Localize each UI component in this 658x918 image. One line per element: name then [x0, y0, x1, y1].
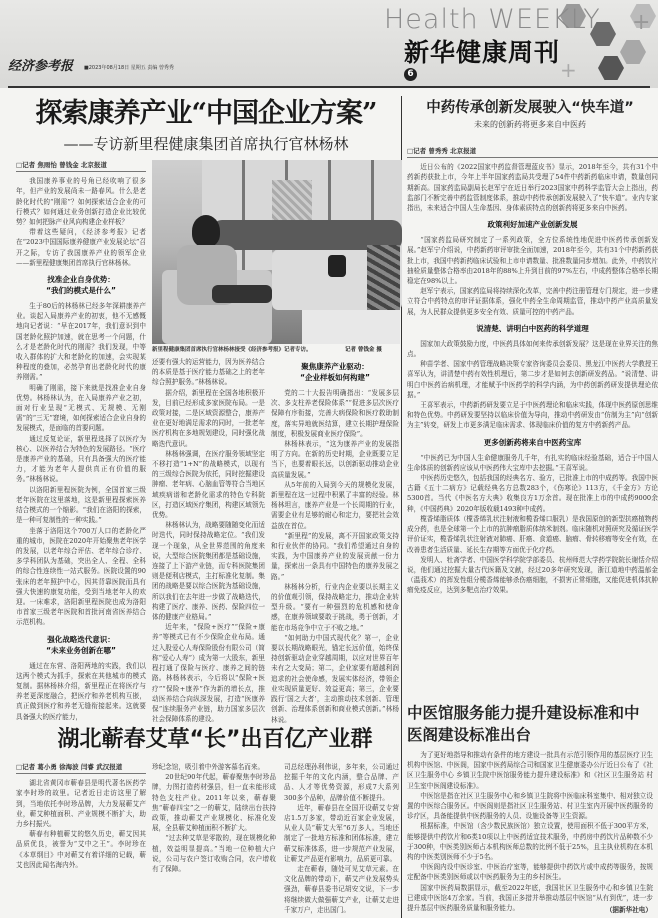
paragraph: 坐落于洛阳这个700万人口的老龄化严重的城市，医院在2020年开始聚焦老年医学的发展，以老年综合评估、老年综合诊疗、多学科团队为基础，突出全人、全程、全科的综合性连续性一站式服务。医院设置的90张床的老年照护中心，因其背靠医院而具有强大快速的康复功能，受到当地老年人的欢迎。一床难求，洛阳新里程医院也成为洛阳市首家三级老年医院和首批河南省医养结合示范机构。 — [16, 526, 146, 627]
byline: □记者 焦雨怡 曾钱金 北京报道 — [16, 160, 146, 172]
interview-photo — [152, 160, 400, 344]
paragraph: 近日公布的《2022国家中药监督管理蓝皮书》显示，2018年至今，共有31个中药新药获批上市，今年上半年国家药监局共受理了54件中药新药临床申请，数量创同期新高。国家药监局副局长赵军宁在近日举行2023国家中药科学监管大会上指出，药监部门不断完善中药监管制度体系，推动中药传承创新发展驶入了“快车道”。业内专家指出，未来适合中国人生命基因、身体素质特点的创新药将更多来自中医药。 — [407, 163, 658, 213]
paragraph: 中医馆是指在社区卫生服务中心和乡镇卫生院将中医临床科室集中、相对独立设置的中医综合服务区。中医阁则是指社区卫生服务站、村卫生室内开展中医药服务的诊疗区，具备能提供中医药服务的人员、设施设备等卫生资源。 — [407, 791, 653, 821]
subheading: 强化战略迭代意识： “未来业务创新在哪” — [46, 634, 116, 655]
main-middle-column-a — [152, 357, 265, 724]
paragraph: “中医药已为中国人生命健康服务几千年，有扎实的临床经验基础，适合于中国人生命体质的创新药应该从中医药伟大宝库中去挖掘。”王喜军说。 — [407, 453, 658, 472]
paragraph: 还要有强大的运营能力，因为医养结合的本质是基于医疗能力基础之上的老年综合照护服务。”林杨林说。 — [152, 358, 265, 387]
photo-caption: 新里程健康集团首席执行官林杨林接受《经济参考报》记者专访。 — [152, 347, 312, 353]
paragraph: 20世纪90年代起，蕲春聚焦李时珍品牌，力图打造药材强县，但一直未能形成特色支柱产业。2011年以来，蕲春聚焦“蕲春四宝”之一的蕲艾，陆续出台扶持政策，推动蕲艾产业规模化、标准化发展，全县蕲艾种植面积不断扩大。 — [152, 773, 276, 833]
bottom-column-2 — [152, 762, 276, 918]
paragraph: 为了更好地指导和推动有条件的地方建设一批具有示范引领作用的基层医疗卫生机构中医馆、中医阁，国家中医药局综合司和国家卫生健康委办公厅近日公布了《社区卫生服务中心 乡镇卫生院中医馆服务能力提升建设标准》和《社区卫生服务站 村卫生室中医阁建设标准》。 — [407, 751, 653, 790]
paragraph: 通过在东营、洛阳两地的实践，我们以这两个模式为抓手，探索在其他城市的模式复制。据林杨林介绍，新里程正在将医疗与养老更深度融合，把医疗和养老机构互嵌，真正做到医疗和养老无缝衔接起来。这就要具备强大的医疗能力， — [16, 661, 146, 721]
paragraph: “国家药监局研究制定了一系列政策，全方位系统性地促进中医药传承创新发展。”赵军宁介绍说，中药新药审评审批全面加速，2018年至今，共有31个中药新药获批上市，我国中药新药临床试验和上市申请数量、批准数量同步增加。此外，中药饮片抽检质量整体合格率由2018年的88%上升到目前的97%左右，中成药整体合格率长期稳定在98%以上。 — [407, 236, 658, 286]
paragraph: 中医药历史悠久，包括我国的经典名方、验方，已批准上市的中成药等。我国中医古籍《五十二病方》记载经典名方总数283个，《伤寒论》113方，《千金方》方论5300首。当代《中医名方大典》收集良方1万余首。现在批准上市的中成药9000余种，《中国药典》2020年版收载1493种中成药。 — [407, 474, 658, 513]
paragraph: 王喜军表示，中药新药研发要立足于中医药理论和临床实践，体现中医药原创思维和特色优势。中药研发要坚持以临床价值为导向，推动中药研发由“仿制为主”向“创新为主”转变，研发上市更多满足临床需求、体现临床价值的复方中药新药产品。 — [407, 401, 658, 430]
main-headline: 探索康养产业“中国企业方案” — [35, 98, 377, 129]
date-line: ■2023年08月18日 星期五 责编 曾秀秀 — [84, 65, 174, 71]
paragraph: 蕲春有种植蕲艾的悠久历史，蕲艾因其品质优良，被誉为“艾中之王”。李时珍在《本草纲目》中对蕲艾有着详细的记载，蕲艾也因此闻名海内外。 — [16, 830, 146, 869]
right-subtitle: 未来的创新药将更多来自中医药 — [474, 120, 586, 129]
byline: □记者 曾秀秀 北京报道 — [407, 146, 658, 158]
subheading: 政策利好加速产业创新发展 — [487, 220, 578, 230]
bottom-column-3 — [284, 762, 399, 918]
paragraph: “新里程”的发展，离不开国家政策支持和行业伙伴的协同。“我们希望通过自身的实践，为中国康养产业的发展贡献一份力量，探索出一条具有中国特色的康养发展之路。” — [271, 531, 399, 581]
paragraph: 发明人、牡斋学者、中国医学科学院学部委员、杭州师范大学药学院院长谢恬介绍说，他们通过挖掘大量古代医籍及文献，经过20多年研究发现，浙江道地中药温郁金（温莪术）的挥发性组分榄香烯能够杀伤癌细胞，不损害正常细胞，又能促进机体抗肿瘤免疫反应，达到多靶点治疗效果。 — [407, 555, 658, 595]
paragraph: 明确了刚需，接下来就是找准企业自身优势。林杨林认为，在入局康养产业之初，面对行业呈现“无模式、无规模、无刚需”的“三无”窘境，如何探索适合企业自身的发展模式，是面临的首要问题。 — [16, 383, 146, 433]
main-middle-column-b — [271, 357, 399, 724]
plus-decoration-icon: + — [632, 10, 651, 35]
paragraph: 以洛阳新里程医院为例，全国首家三级老年医院在这里落地，这是新里程探索医养结合模式的一个缩影。“我们在洛阳的探索，是一种可复制性的一种实践。” — [16, 485, 146, 525]
source-credit: （据新华社电） — [605, 906, 652, 914]
paragraph: 珍纪念馆，吸引着中外游客慕名而来。 — [152, 763, 265, 771]
plus-decoration-icon: + — [560, 58, 577, 82]
right-article-body — [407, 146, 658, 698]
right-headline: 中药传承创新发展驶入“快车道” — [426, 100, 634, 116]
page-number: 6 — [404, 68, 417, 81]
paragraph: 走在蕲春，随处可见艾草元素。在文化品牌的带动下，蕲艾产业发展势头强劲，蕲春县委书记胡安文说，下一步将继续做大做强蕲艾产业，让蕲艾走进千家万户，走出国门。 — [284, 865, 399, 914]
paragraph: “如何助力中国式现代化？第一，企业要以长期战略眼光，锚定长远价值，始终保持创新驱动企业穿越周期，以应对世界百年未有之大变局；第二，企业家要有超越利润追求的社会使命感，发展实体经济，带领企业实现质量更好、效益更高；第三，企业要践行‘国之大者’，主动推动技术创新、管理创新、治理体系创新和商业模式创新。”林杨林说。 — [271, 633, 399, 724]
subheading: 聚焦康养产业驱动： “企业样板如何构建” — [300, 362, 370, 382]
paragraph: 赵军宁表示，国家药监局将持续深化改革，完善中药注册管理专门规定，进一步建立符合中药特点的审评证据体系，强化中药全生命周期监管，推动中药产业高质量发展，为人民群众提供更多安全有效、质量可控的中药产品。 — [407, 287, 658, 316]
bottom-column-1 — [16, 762, 146, 918]
section-title: 新华健康周刊 — [404, 38, 561, 67]
bottom-headline: 湖北蕲春艾草“长”出百亿产业群 — [57, 727, 373, 752]
paragraph: 通过反复论证，新里程选择了以医疗为核心、以医养结合为特色的发展路径。“医疗是康养产业的基础，只有具备强大的医疗能力，才能为老年人提供真正有价值的服务。”林杨林说。 — [16, 434, 146, 484]
right-headline-2: 中医馆服务能力提升建设标准和中医阁建设标准出台 — [407, 704, 640, 744]
newspaper-logo: 经济参考报 — [8, 59, 74, 74]
paragraph: 带着这些疑问，《经济参考报》记者在“2023中国国际康养健康产业发展论坛”召开之际，专访了我国康养产业的领军企业——新里程健康集团首席执行官林杨林。 — [16, 228, 146, 267]
paragraph: 生于80后的林杨林已经多年深耕康养产业。谈起入局康养产业的初衷，他不无感慨地向记者说：“早在2017年，我们意识到中国老龄化照护加速，就在思考一个问题，什么才是老龄化时代的刚需？我们发现，中等收入群体的扩大和老龄化的加速，会实现某种程度的叠加，必然孕育出老龄化时代的康养刚需。” — [16, 302, 146, 382]
subheading: 找准企业自身优势： “我们的模式是什么” — [46, 275, 116, 296]
subheading: 说清楚、讲明白中医药的科学道理 — [476, 323, 589, 333]
main-left-column — [16, 160, 146, 721]
paragraph: 我国康养事业的号角已经吹响了很多年，但产业的发展尚未一路春风。什么是老龄化时代的“刚需”？如何探索适合企业的可行模式？如何通过业务创新打造企业比较优势？如何把脉产业风向构建企业样板？ — [16, 177, 146, 227]
english-title: Health WEEKLY — [384, 4, 601, 35]
paragraph: 党的二十大报告明确指出：“发展多层次、多支柱养老保险体系”“促进多层次医疗保障有序衔接，完善大病保险和医疗救助制度，落实异地就医结算，建立长期护理保险制度，积极发展商业医疗保险”。 — [271, 389, 399, 438]
paragraph: 近年，蕲春县在全国开设蕲艾专营店1.5万多家，带动近百家企业发展，从业人员“蕲艾大军”6万多人。当地还制定了一批地方标准和团体标准，建立蕲艾标准体系，进一步规范产业发展，让蕲艾产品更有影响力，品质更可靠。 — [284, 803, 399, 863]
paragraph: 种苗学者、国家中药管理战略决策专家咨询委员会委员、黑龙江中医药大学教授王喜军认为，讲清楚中药有效性机理后，第二步才是如何去创新研发药品。“说清楚、讲明白中医药治病机理，才能赋予中医药学的科学内涵，为中药创新药研发提供理论依据。” — [407, 360, 658, 399]
paragraph: 中医阁内设中医诊室、中医治疗室等，能够提供中药饮片或中成药等服务，按规定配备中医类别医师或以中医药服务为主的乡村医生。 — [407, 863, 653, 882]
paragraph: 根据标准，中医馆（含少数民族医馆）独立设置，使用面积不低于300平方米，能够提供中药饮片和6类10项以上中医药适宜技术服务，中药房中药饮片品种数不少于300种，中医类别医师占本机构医师总数的比例不低于25%，且主执业机构在本机构的中医类别医师不少于5名。 — [407, 822, 653, 862]
main-subtitle: ——专访新里程健康集团首席执行官林杨林 — [63, 135, 349, 153]
paragraph: 从5年前的入局到今天的规模化发展，新里程在这一过程中积累了丰富的经验。林杨林坦言，康养产业是一个长周期的行业，需要企业有足够的耐心和定力，要把社会效益放在首位。 — [271, 480, 399, 530]
paragraph: 国家加大政策鼓励力度，中医药具体如何来传承创新发展？这是现在业界关注的焦点。 — [407, 339, 658, 359]
photo-credit: 记者 曾钱金 摄 — [345, 347, 382, 353]
paragraph: 林杨林分析，行业内企业要以长期主义的价值观引领，保持战略定力，推动企业转型升级。“要有一种强烈的危机感和使命感，在康养领域要敢于挑战，勇于创新，才能在市场竞争中立于不败之地。” — [271, 582, 399, 632]
paragraph: 林杨林强调，在医疗服务领域坚定不移打造“1+N”的战略模式，以现有的三级综合医院为依托，同时挖掘建设肿瘤、老年病、心脑血管等符合当地区域疾病谱和老龄化需求的特色专科院区，打造区域医疗集团，构建区域领先优势。 — [152, 449, 265, 520]
paragraph: 湖北省黄冈市蕲春县是明代著名医药学家李时珍的故里。记者近日走访这里了解到，当地依托李时珍品牌，大力发展蕲艾产业，蕲艾种植面积、产业规模不断扩大，助力乡村振兴。 — [16, 779, 146, 829]
paragraph: “过去种艾草是零散的，现在规模化种植，效益明显提高。”当地一位种植大户说，公司与农户签订收购合同，农户增收有了保障。 — [152, 834, 276, 874]
byline: □记者 葛小勇 徐海波 闫睿 武汉报道 — [16, 762, 146, 774]
header-rule — [8, 86, 650, 88]
paragraph: 国家中医药局数据显示，截至2022年底，我国社区卫生服务中心和乡镇卫生院已建成中医馆4万余家。当前，我国正多措并举推动基层中医馆“从有到优”，进一步提升基层中医药服务质量和服务能力。 — [407, 883, 653, 913]
paragraph: 林杨林表示，“这为康养产业的发展指明了方向。在新的历史时期，企业既要立足当下，也要着眼长远，以创新驱动推动企业高质量发展。” — [271, 440, 399, 479]
paragraph: 司总经理孙利伟说，多年来，公司通过挖掘千年的文化内涵，整合品牌、产品、人才等优势资源，形成7大系列300多个品种，品牌价值不断提升。 — [284, 763, 399, 802]
subheading: 更多创新药将来自中医药宝库 — [483, 437, 582, 447]
paragraph: 榄香烯脂质体（榄香烯乳状注射液和榄香烯口服乳）是我国原创的新型抗癌植物药成分药，也是全球第一个上市的抗肿瘤脂质体纳米制剂。临床随机对照研究及循证医学评价证实，榄香烯乳状注射液对肺癌、肝癌、食道癌、脑瘤、骨转移瘤等安全有效，在改善患者生活质量、延长生存期等方面优于化疗药。 — [407, 514, 658, 554]
paragraph: 近年来，“保险+医疗”“保险+康养”等模式已有不少保险企业布局。通过入股爱心人寿保险股份有限公司（简称“爱心人寿”）成为第一大股东，新里程打通了保险与医疗、康养之间的链路。林杨林表示，今后将以“保险+医疗”“保险+康养”作为新的增长点，推动医养结合向纵深发展，打造“医康养保”连续服务产业链，助力国家多层次社会保障体系的建设。 — [152, 623, 265, 724]
paragraph: 林杨林认为，战略要随随变化而适时迭代，同时保持战略定位。“我们发现一个现象，从全世界范围的角度来说，大型综合医院集团都是基础设施，连接了上下游产业链，而专科医院集团则是便利店模式，主打标准化复制。集团的战略是要以综合医院为基础设施，所以我们在去年进一步做了战略迭代，构建了医疗、康养、医药、保险四位一体的健康产业格局。” — [152, 521, 265, 622]
paragraph: 据介绍，新里程在全国各地积极开发，目前已经形成多家医院布局。一是政策对接，二是区域资源整合，康养产业在更好地满足需求的同时，一批老年医疗机构在多地规划建设，同时强化战略迭代意识。 — [152, 388, 265, 448]
